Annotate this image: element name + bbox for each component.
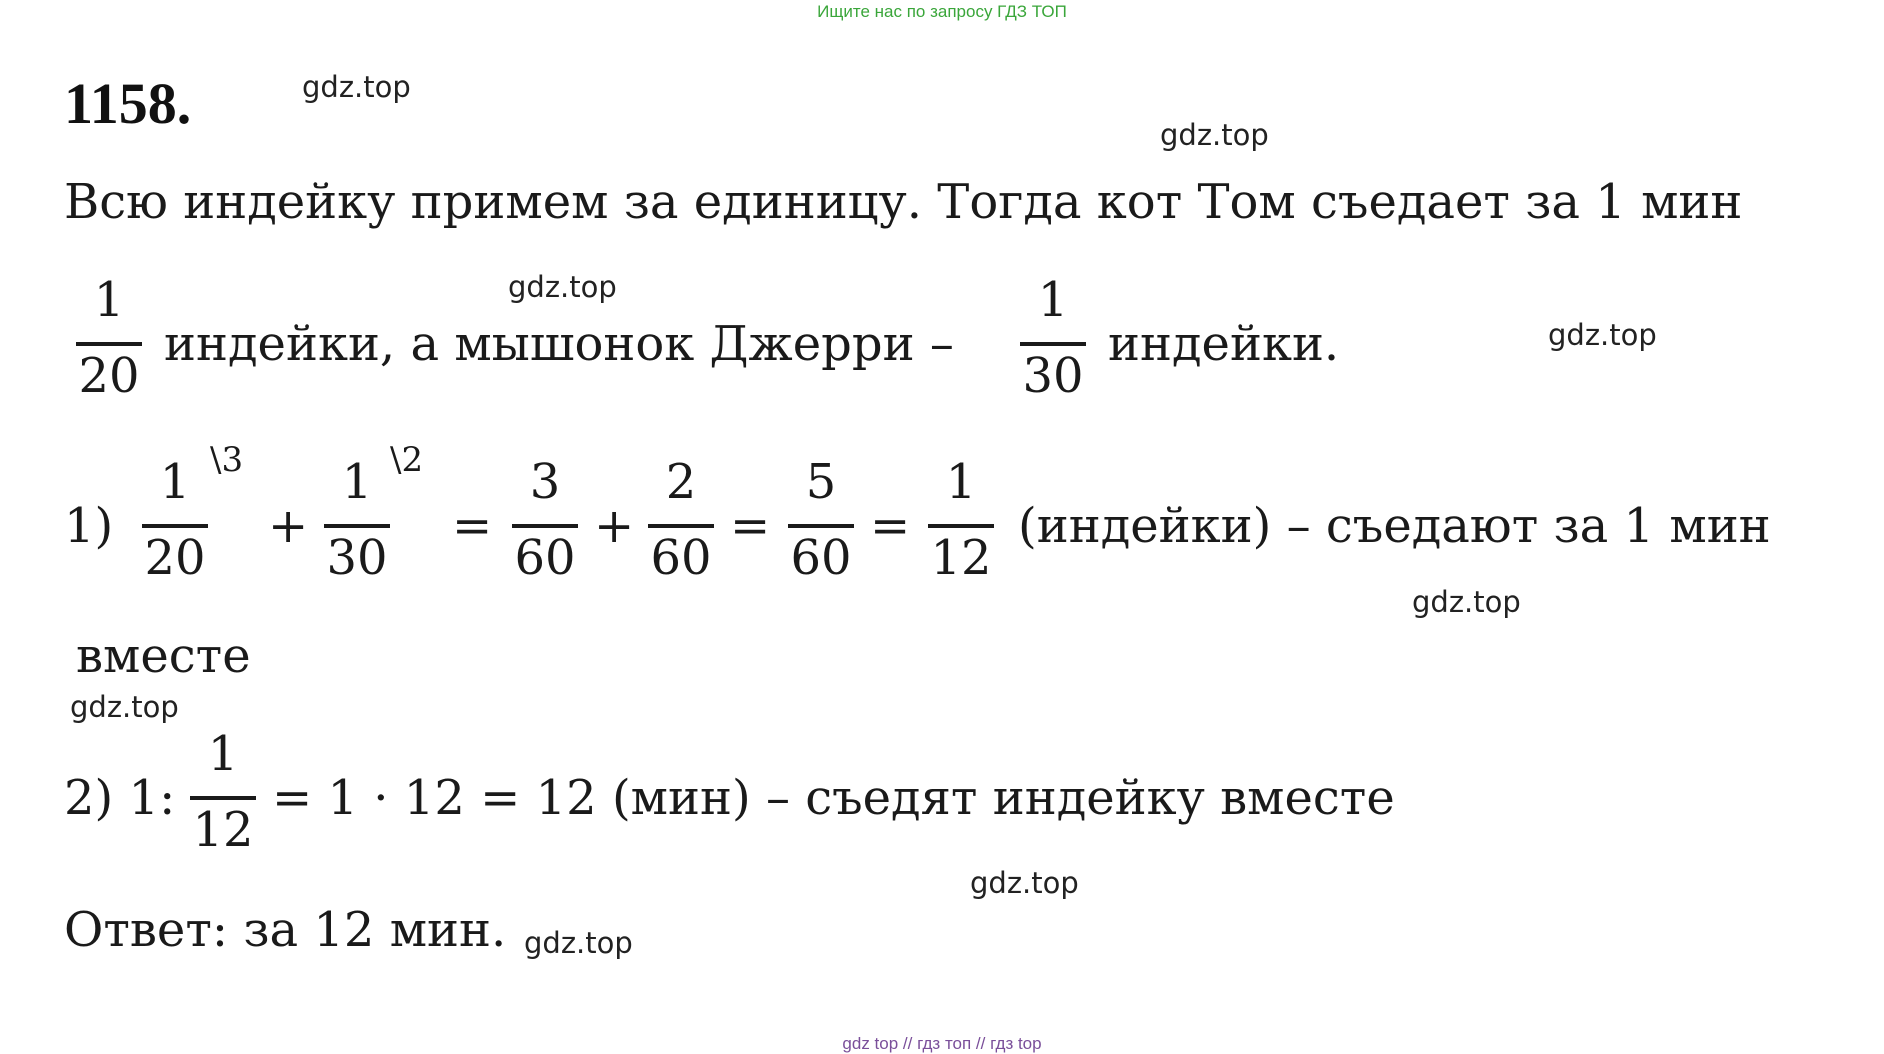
denominator: 20	[144, 530, 206, 586]
equals-sign: =	[870, 498, 911, 554]
fraction-jerry	[1018, 272, 1088, 404]
step2-label: 2) 1:	[64, 770, 176, 826]
answer-line: Ответ: за 12 мин.	[64, 902, 507, 958]
numerator: 1	[93, 272, 125, 328]
denominator: 20	[78, 348, 140, 404]
denominator: 30	[1022, 348, 1084, 404]
step2-tail: = 1 · 12 = 12 (мин) – съедят индейку вместе	[272, 770, 1395, 826]
step1-tail: (индейки) – съедают за 1 мин	[1018, 498, 1771, 554]
denominator: 60	[790, 530, 852, 586]
intro-line: Всю индейку примем за единицу. Тогда кот Том съедает за 1 мин	[64, 174, 1743, 230]
denominator: 30	[326, 530, 388, 586]
step1-continuation: вместе	[76, 628, 251, 684]
line2-text1: индейки, а мышонок Джерри –	[164, 316, 954, 372]
line2-text2: индейки.	[1108, 316, 1340, 372]
problem-number: 1158.	[64, 71, 192, 136]
fraction-1-30	[322, 454, 392, 586]
denominator: 60	[650, 530, 712, 586]
numerator: 2	[665, 454, 697, 510]
watermark: gdz.top	[302, 70, 411, 104]
watermark: gdz.top	[1548, 318, 1657, 352]
plus-sign: +	[268, 498, 309, 554]
multiplier-3: \3	[210, 440, 244, 480]
fraction-bar	[788, 524, 854, 528]
numerator: 1	[1037, 272, 1069, 328]
fraction-bar	[928, 524, 994, 528]
fraction-tom	[74, 272, 144, 404]
denominator: 60	[514, 530, 576, 586]
numerator: 1	[207, 726, 239, 782]
watermark: gdz.top	[970, 866, 1079, 900]
fraction-bar	[648, 524, 714, 528]
numerator: 1	[945, 454, 977, 510]
equals-sign: =	[730, 498, 771, 554]
denominator: 12	[930, 530, 992, 586]
fraction-1-20	[140, 454, 210, 586]
fraction-bar	[1020, 342, 1086, 346]
top-banner: Ищите нас по запросу ГДЗ ТОП	[817, 2, 1067, 21]
multiplier-2: \2	[390, 440, 424, 480]
numerator: 5	[805, 454, 837, 510]
fraction-bar	[142, 524, 208, 528]
numerator: 3	[529, 454, 561, 510]
fraction-1-12	[188, 726, 258, 858]
fraction-bar	[512, 524, 578, 528]
fraction-bar	[324, 524, 390, 528]
fraction-1-12	[926, 454, 996, 586]
watermark: gdz.top	[508, 270, 617, 304]
fraction-3-60	[510, 454, 580, 586]
numerator: 1	[341, 454, 373, 510]
fraction-2-60	[646, 454, 716, 586]
fraction-bar	[190, 796, 256, 800]
watermark: gdz.top	[524, 926, 633, 960]
denominator: 12	[192, 802, 254, 858]
step1-label: 1)	[64, 498, 114, 554]
watermark: gdz.top	[1412, 585, 1521, 619]
equals-sign: =	[452, 498, 493, 554]
plus-sign: +	[594, 498, 635, 554]
numerator: 1	[159, 454, 191, 510]
fraction-bar	[76, 342, 142, 346]
footer-links: gdz top // гдз топ // гдз top	[842, 1034, 1042, 1053]
fraction-5-60	[786, 454, 856, 586]
watermark: gdz.top	[1160, 118, 1269, 152]
watermark: gdz.top	[70, 690, 179, 724]
